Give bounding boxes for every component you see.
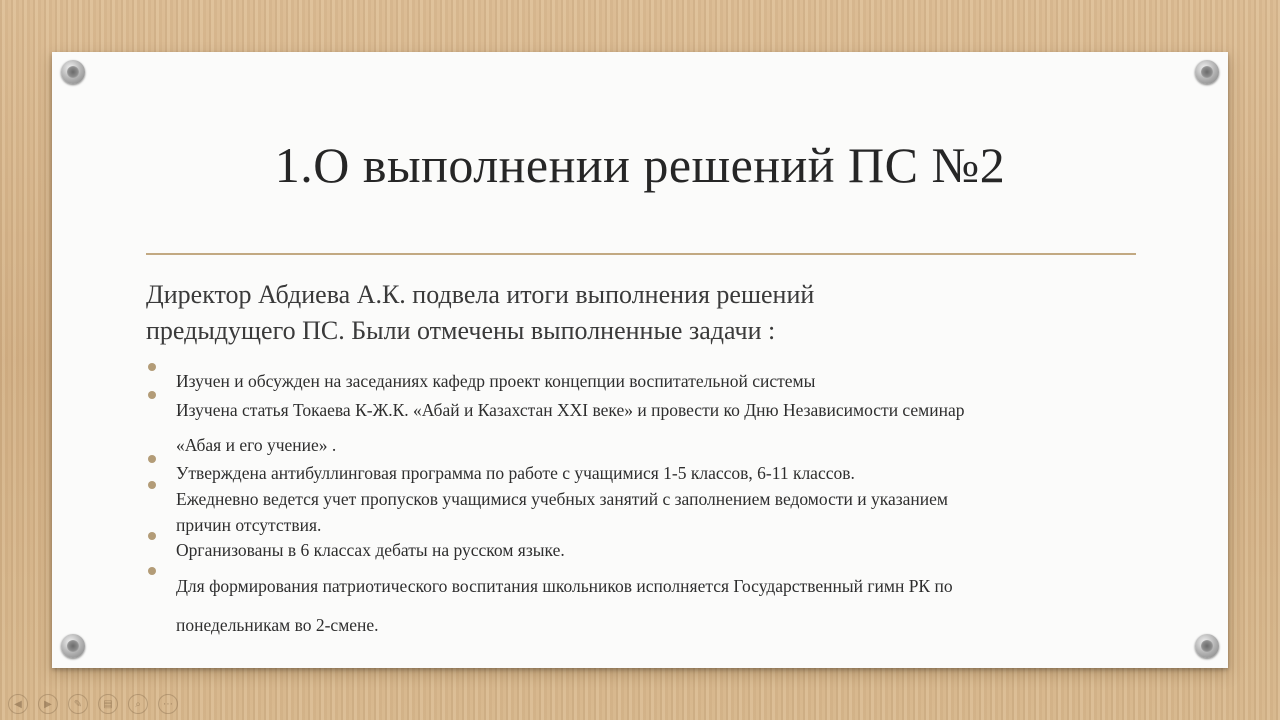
menu-icon[interactable]: ▤ [98,694,118,714]
body-line: Ежедневно ведется учет пропусков учащимися учебных занятий с заполнением ведомости и указанием [176,489,948,509]
prev-icon[interactable]: ◀ [8,694,28,714]
pushpin-icon [1195,634,1219,658]
body-line: Изучен и обсужден на заседаниях кафедр проект концепции воспитательной системы [176,371,816,391]
lead-line: Директор Абдиева А.К. подвела итоги выполнения решений [146,280,815,309]
bullet-icon [148,567,156,575]
slide-title: 1.О выполнении решений ПС №2 [274,137,1006,193]
lead-paragraph [146,277,1126,349]
body-line: причин отсутствия. [176,515,322,535]
body-line: Организованы в 6 классах дебаты на русском языке. [176,540,565,560]
bullet-icon [148,363,156,371]
pushpin-icon [1195,60,1219,84]
body-line: Утверждена антибуллинговая программа по работе с учащимися 1-5 классов, 6-11 классов. [176,463,855,483]
bullet-icon [148,391,156,399]
lead-line: предыдущего ПС. Были отмечены выполненные задачи : [146,316,776,345]
title-divider [146,253,1136,255]
zoom-icon[interactable]: ⌕ [128,694,148,714]
body-line: Изучена статья Токаева К-Ж.К. «Абай и Казахстан XXI веке» и провести ко Дню Независимости семинар [176,400,965,420]
pushpin-icon [61,60,85,84]
bullet-icon [148,532,156,540]
pushpin-icon [61,634,85,658]
next-icon[interactable]: ▶ [38,694,58,714]
pen-icon[interactable]: ✎ [68,694,88,714]
body-line: Для формирования патриотического воспитания школьников исполняется Государственный гимн РК по [176,576,953,596]
body-line: понедельникам во 2-смене. [176,615,379,635]
bullet-icon [148,455,156,463]
slideshow-toolbar [8,694,178,714]
more-icon[interactable]: ⋯ [158,694,178,714]
bullet-icon [148,481,156,489]
body-line: «Абая и его учение» . [176,435,337,455]
